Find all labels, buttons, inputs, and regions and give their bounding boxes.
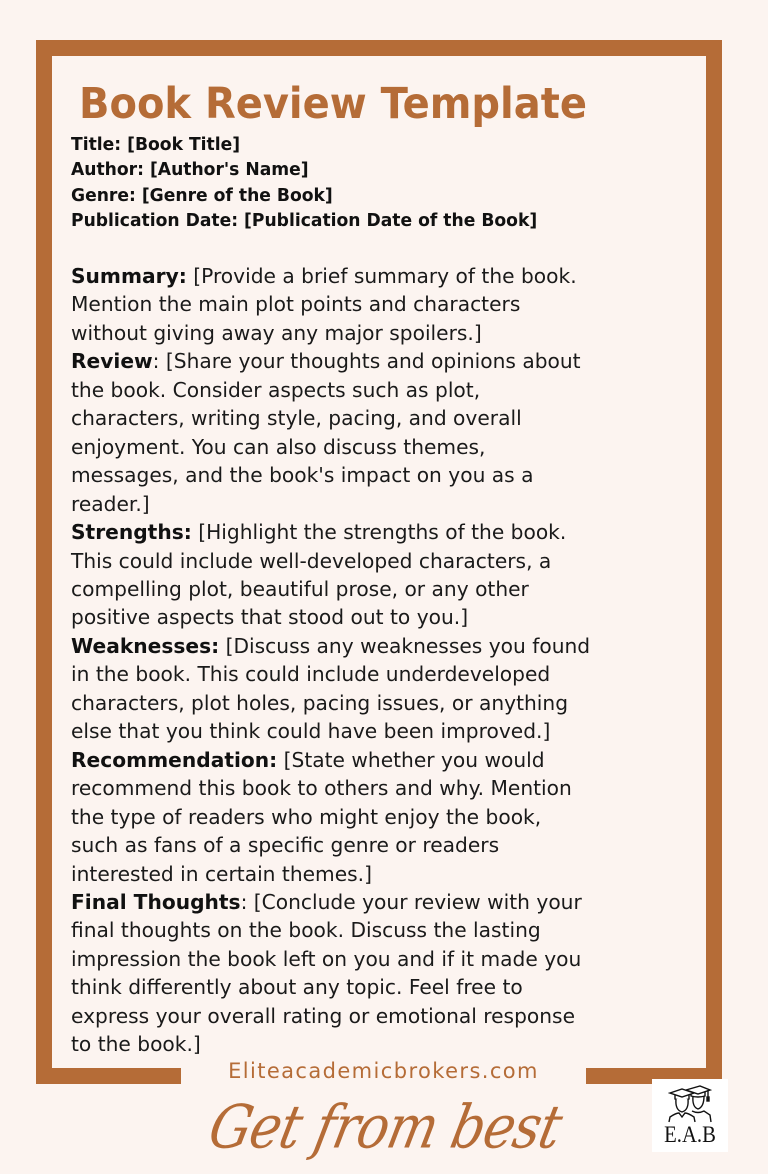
logo-text: E.A.B (664, 1122, 716, 1147)
meta-title: Title: [Book Title] (71, 135, 241, 155)
tagline: Get from best (202, 1093, 568, 1163)
graduates-icon (668, 1085, 712, 1123)
section-label: Weaknesses: (71, 633, 220, 658)
section-text: express your overall rating or emotional response (71, 1003, 575, 1028)
section-label: Recommendation: (71, 747, 278, 772)
section-text: compelling plot, beautiful prose, or any other (71, 576, 529, 601)
section-weaknesses (71, 632, 711, 746)
section-final-thoughts (71, 888, 711, 1059)
section-text: characters, writing style, pacing, and overall (71, 406, 522, 431)
section-label: Review (71, 349, 153, 374)
section-text: [Highlight the strengths of the book. (191, 520, 567, 545)
section-text: reader.] (71, 491, 150, 516)
section-text: the type of readers who might enjoy the book, (71, 804, 542, 829)
section-text: characters, plot holes, pacing issues, or anything (71, 690, 569, 715)
section-summary (71, 262, 711, 347)
section-text: : [Share your thoughts and opinions about (152, 349, 581, 374)
section-text: [State whether you would (277, 747, 545, 772)
section-label: Summary: (71, 264, 187, 288)
eab-logo (652, 1079, 728, 1152)
section-text: final thoughts on the book. Discuss the lasting (71, 918, 541, 943)
frame-border-bottom-left (36, 1068, 181, 1084)
meta-genre: Genre: [Genre of the Book] (71, 185, 333, 206)
section-text: to the book.] (71, 1032, 201, 1057)
section-text: impression the book left on you and if it made you (71, 946, 582, 971)
section-text: enjoyment. You can also discuss themes, (71, 434, 486, 459)
review-sections (71, 262, 711, 1059)
section-review (71, 347, 711, 518)
section-text: This could include well-developed characters, a (71, 548, 552, 573)
section-text: such as fans of a specific genre or readers (71, 833, 500, 858)
meta-author: Author: [Author's Name] (71, 160, 309, 181)
website-link[interactable]: Eliteacademicbrokers.com (228, 1059, 539, 1083)
section-text: [Discuss any weaknesses you found (219, 633, 591, 658)
section-recommendation (71, 746, 711, 888)
section-text: recommend this book to others and why. Mention (71, 776, 572, 801)
section-text: messages, and the book's impact on you as a (71, 463, 534, 488)
section-text: without giving away any major spoilers.] (71, 320, 482, 345)
section-text: else that you think could have been improved.] (71, 719, 551, 744)
section-label: Strengths: (71, 520, 192, 545)
section-text: Mention the main plot points and characters (71, 292, 521, 317)
section-text: interested in certain themes.] (71, 861, 372, 886)
section-strengths (71, 518, 711, 632)
frame-border-top (36, 40, 722, 56)
frame-border-left (36, 40, 52, 1084)
section-label: Final Thoughts (71, 889, 241, 914)
page-title: Book Review Template (79, 79, 587, 129)
section-text: : [Conclude your review with your (240, 889, 582, 914)
section-text: think differently about any topic. Feel free to (71, 975, 523, 1000)
book-metadata (71, 133, 701, 234)
section-text: [Provide a brief summary of the book. (186, 264, 577, 288)
section-text: in the book. This could include underdeveloped (71, 662, 551, 687)
section-text: positive aspects that stood out to you.] (71, 605, 469, 630)
section-text: the book. Consider aspects such as plot, (71, 377, 481, 402)
meta-publication-date: Publication Date: [Publication Date of the Book] (71, 210, 538, 231)
